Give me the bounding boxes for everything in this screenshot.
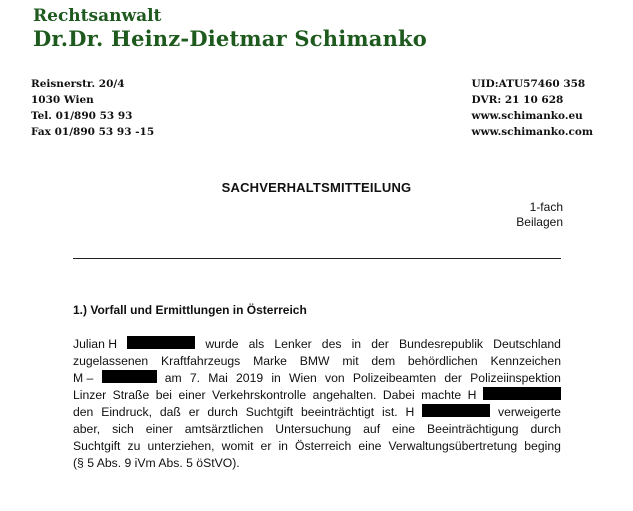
paragraph-word: Linzer <box>73 388 107 402</box>
paragraph-word: Untersuchung <box>275 422 352 436</box>
paragraph-word: Marke <box>253 354 287 368</box>
paragraph-word: am <box>164 371 182 385</box>
section-paragraph <box>73 336 561 472</box>
paragraph-word: von <box>324 371 345 385</box>
paragraph-line <box>73 421 561 438</box>
paragraph-word: der <box>371 337 389 351</box>
paragraph-word: ist. <box>382 405 398 419</box>
paragraph-word: machte <box>421 388 462 402</box>
paragraph-word: unterziehen, <box>147 439 215 453</box>
paragraph-word: einer <box>178 388 206 402</box>
paragraph-word: durch <box>207 405 238 419</box>
paragraph-word: M – <box>73 371 94 385</box>
website-eu: www.schimanko.eu <box>471 110 583 122</box>
paragraph-word: Kraftfahrzeugs <box>161 354 241 368</box>
paragraph-word: Polizeibeamten <box>352 371 437 385</box>
paragraph-word: sich <box>112 422 134 436</box>
paragraph-word: einer <box>145 422 173 436</box>
paragraph-word: womit <box>221 439 254 453</box>
letterhead-role: Rechtsanwalt <box>33 6 162 26</box>
paragraph-word: wurde <box>205 337 239 351</box>
paragraph-word: auf <box>363 422 381 436</box>
document-meta <box>516 200 563 230</box>
redaction-bar <box>102 370 157 383</box>
paragraph-word: H <box>467 388 477 402</box>
redaction-bar <box>127 336 195 349</box>
paragraph-line <box>73 370 561 387</box>
website-com: www.schimanko.com <box>471 126 593 138</box>
letterhead-address <box>31 76 154 140</box>
section-heading: 1.) Vorfall und Ermittlungen in Österreich <box>73 303 307 317</box>
paragraph-word: BMW <box>299 354 330 368</box>
paragraph-word: Straße <box>112 388 150 402</box>
paragraph-word: Deutschland <box>493 337 561 351</box>
paragraph-word: in <box>351 337 362 351</box>
paragraph-word: Verwaltungsübertretung <box>388 439 518 453</box>
paragraph-line <box>73 404 561 421</box>
paragraph-word: H <box>405 405 415 419</box>
paragraph-word: Österreich <box>295 439 352 453</box>
paragraph-word: verweigerte <box>497 405 561 419</box>
paragraph-word: mit <box>342 354 359 368</box>
paragraph-word: den <box>73 405 94 419</box>
paragraph-line <box>73 353 561 370</box>
address-phone: Tel. 01/890 53 93 <box>31 110 133 122</box>
paragraph-line <box>73 438 561 455</box>
paragraph-word: Verkehrskontrolle <box>212 388 307 402</box>
paragraph-word: er <box>188 405 200 419</box>
letterhead-ids <box>472 76 593 140</box>
paragraph-word: amtsärztlichen <box>184 422 264 436</box>
address-fax: Fax 01/890 53 93 -15 <box>31 126 155 138</box>
paragraph-word: aber, <box>73 422 101 436</box>
paragraph-word: der <box>444 371 462 385</box>
redaction-bar <box>483 387 561 400</box>
dvr-number: DVR: 21 10 628 <box>471 94 564 106</box>
paragraph-word: Wien <box>289 371 317 385</box>
attachments-label: Beilagen <box>516 215 563 229</box>
paragraph-word: Bundesrepublik <box>399 337 484 351</box>
paragraph-word: in <box>278 439 288 453</box>
paragraph-word: eine <box>358 439 382 453</box>
paragraph-word: Dabei <box>382 388 415 402</box>
paragraph-word: daß <box>159 405 181 419</box>
paragraph-word: (§ 5 Abs. 9 iVm Abs. 5 öStVO). <box>73 456 240 470</box>
divider-line <box>73 258 561 259</box>
paragraph-word: Julian H <box>73 337 118 351</box>
paragraph-word: als <box>248 337 265 351</box>
paragraph-line <box>73 455 561 472</box>
paragraph-word: Mai <box>208 371 228 385</box>
paragraph-word: 7. <box>189 371 200 385</box>
paragraph-word: des <box>321 337 342 351</box>
uid-number: UID:ATU57460 358 <box>471 78 586 90</box>
paragraph-line <box>73 336 561 353</box>
paragraph-word: Suchtgift <box>245 405 294 419</box>
address-street: Reisnerstr. 20/4 <box>31 78 125 90</box>
paragraph-word: zugelassenen <box>73 354 149 368</box>
paragraph-word: Lenker <box>274 337 312 351</box>
paragraph-word: Polizeiinspektion <box>470 371 561 385</box>
paragraph-word: angehalten. <box>312 388 377 402</box>
paragraph-word: bei <box>155 388 172 402</box>
paragraph-word: eine <box>392 422 416 436</box>
paragraph-word: Beeinträchtigung <box>427 422 519 436</box>
paragraph-word: dem <box>371 354 396 368</box>
paragraph-word: 2019 <box>236 371 264 385</box>
letterhead-name: Dr.Dr. Heinz-Dietmar Schimanko <box>33 26 428 51</box>
paragraph-word: in <box>271 371 281 385</box>
redaction-bar <box>422 404 490 417</box>
paragraph-word: Suchtgift <box>73 439 121 453</box>
paragraph-word: Eindruck, <box>101 405 152 419</box>
paragraph-word: Kennzeichen <box>490 354 561 368</box>
address-city: 1030 Wien <box>31 94 94 106</box>
paragraph-word: beging <box>524 439 561 453</box>
copies-count: 1-fach <box>529 200 563 214</box>
paragraph-word: durch <box>530 422 561 436</box>
paragraph-word: beeinträchtigt <box>301 405 375 419</box>
paragraph-line <box>73 387 561 404</box>
paragraph-word: er <box>260 439 272 453</box>
letterhead-title <box>33 6 427 52</box>
paragraph-word: behördlichen <box>407 354 478 368</box>
document-title: SACHVERHALTSMITTEILUNG <box>221 180 412 195</box>
paragraph-word: zu <box>127 439 141 453</box>
